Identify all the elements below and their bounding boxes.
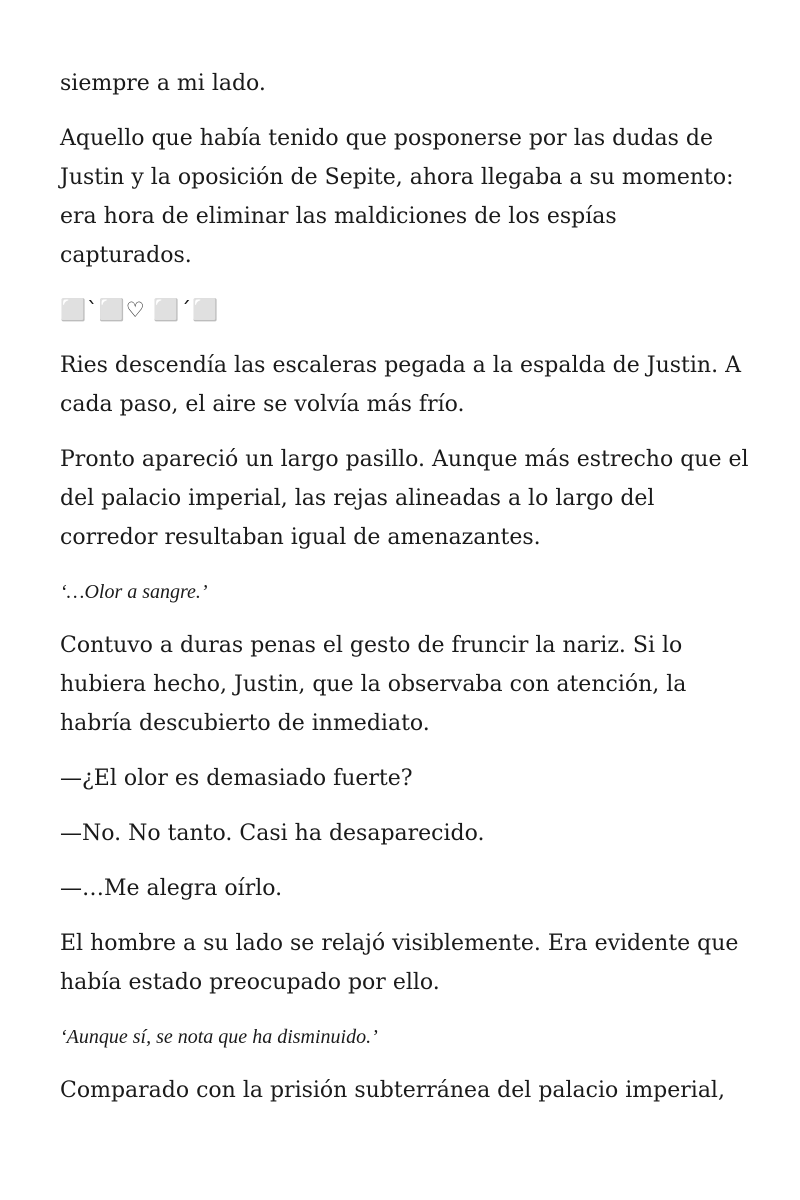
inner-thought: ‘Aunque sí, se nota que ha disminuido.’ [60, 1026, 378, 1048]
inner-thought: ‘…Olor a sangre.’ [60, 581, 208, 603]
dialogue-line: —¿El olor es demasiado fuerte? [60, 766, 413, 791]
paragraph-narration: Ries descendía las escaleras pegada a la espalda de Justin. A cada paso, el aire se volvía más frío. [60, 353, 741, 417]
paragraph-narration: El hombre a su lado se relajó visiblemente. Era evidente que había estado preocupado por ello. [60, 931, 739, 995]
paragraph-narration: Comparado con la prisión subterránea del palacio imperial, [60, 1078, 725, 1103]
dialogue-line: —No. No tanto. Casi ha desaparecido. [60, 821, 485, 846]
paragraph-narration: Aquello que había tenido que posponerse por las dudas de Justin y la oposición de Sepite, ahora llegaba a su momento: era hora de eliminar las maldiciones de los espías capturados. [60, 126, 734, 268]
paragraph-narration: Contuvo a duras penas el gesto de fruncir la nariz. Si lo hubiera hecho, Justin, que la observaba con atención, la habría descubierto de inmediato. [60, 633, 687, 736]
book-page [60, 64, 750, 1126]
dialogue-line: —…Me alegra oírlo. [60, 876, 283, 901]
scene-break-ornament: ⬜`⬜♡ ⬜´⬜ [60, 298, 220, 322]
paragraph-continuation: siempre a mi lado. [60, 71, 266, 96]
paragraph-narration: Pronto apareció un largo pasillo. Aunque más estrecho que el del palacio imperial, las rejas alineadas a lo largo del corredor resultaban igual de amenazantes. [60, 447, 749, 550]
